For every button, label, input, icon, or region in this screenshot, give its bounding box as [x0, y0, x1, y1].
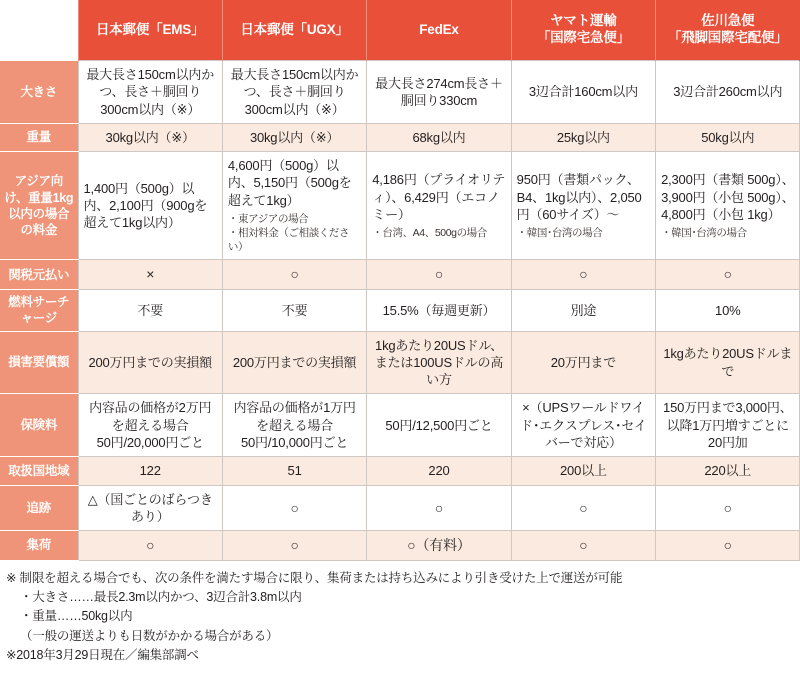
cell-value: 別途: [570, 302, 597, 318]
table-cell: [367, 331, 511, 394]
column-header-sagawa-line1: 佐川急便: [701, 13, 755, 29]
table-cell: [367, 290, 511, 332]
table-cell: [656, 331, 800, 394]
cell-value: △（国ごとのばらつきあり）: [87, 491, 213, 524]
table-cell: [511, 123, 655, 151]
cell-value: 25kg以内: [556, 129, 610, 145]
cell-subnote: ・韓国･台湾の場合: [661, 227, 747, 240]
table-row: [0, 260, 800, 290]
table-cell: [78, 457, 222, 485]
table-cell: [367, 457, 511, 485]
table-row: [0, 331, 800, 394]
cell-value: 15.5%（毎週更新）: [382, 302, 496, 318]
column-header-sagawa-line2: 「飛脚国際宅配便」: [667, 30, 788, 45]
table-cell: [656, 531, 800, 561]
table-cell: [656, 457, 800, 485]
cell-value: 950円（書類パック、B4、1kg以内）、2,050円（60サイズ）〜: [516, 172, 642, 222]
cell-value: 最大長さ274cm長さ＋胴回り330cm: [375, 75, 503, 108]
cell-value: ○: [290, 499, 299, 516]
cell-value: 68kg以内: [412, 129, 466, 145]
table-cell: [222, 485, 366, 531]
table-cell: [78, 123, 222, 151]
cell-value: ○: [290, 266, 299, 283]
table-cell: [367, 394, 511, 457]
table-cell: [367, 152, 511, 260]
table-cell: [656, 152, 800, 260]
cell-value: 3辺合計260cm以内: [673, 84, 783, 100]
column-header-ems: [78, 0, 222, 61]
table-cell: [222, 531, 366, 561]
table-cell: [78, 152, 222, 260]
cell-value: 30kg以内（※）: [105, 129, 195, 145]
cell-value: ○: [723, 499, 732, 516]
column-header-ugx-line1: 日本郵便「UGX」: [240, 21, 349, 37]
table-cell: [78, 260, 222, 290]
cell-value: ○: [434, 266, 444, 283]
column-header-yamato-line1: ヤマト運輸: [550, 13, 617, 29]
table-row: [0, 152, 800, 260]
table-cell: [367, 260, 511, 290]
row-header: 燃料サーチャージ: [0, 290, 78, 332]
cell-subnote: ・東アジアの場合 ・相対料金（ご相談ください）: [227, 212, 350, 254]
table-cell: [222, 290, 366, 332]
column-header-ugx: [222, 0, 366, 61]
cell-value: ×（UPSワールドワイド･エクスプレス･セイバーで対応）: [520, 400, 647, 450]
cell-value: 内容品の価格が2万円を超える場合 50円/20,000円ごと: [89, 400, 212, 450]
cell-subnote: ・韓国･台湾の場合: [516, 227, 603, 240]
cell-value: 10%: [715, 302, 741, 318]
table-cell: [222, 331, 366, 394]
footnotes: [0, 561, 800, 666]
header-row: [0, 0, 800, 61]
cell-value: 最大長さ150cm以内かつ、長さ＋胴回り300cm以内（※）: [230, 67, 359, 117]
cell-value: 50円/12,500円ごと: [385, 417, 493, 433]
table-cell: [511, 457, 655, 485]
table-header: [0, 0, 800, 61]
cell-value: 最大長さ150cm以内かつ、長さ＋胴回り300cm以内（※）: [86, 67, 214, 117]
row-header: 取扱国地域: [0, 457, 78, 485]
table-cell: [222, 61, 366, 124]
row-header: 重量: [0, 123, 78, 151]
table-cell: [656, 394, 800, 457]
cell-value: ○: [579, 266, 588, 283]
cell-value: 200万円までの実損額: [232, 354, 357, 370]
table-row: [0, 290, 800, 332]
cell-value: 3辺合計160cm以内: [528, 84, 638, 100]
table-cell: [222, 394, 366, 457]
table-row: [0, 485, 800, 531]
cell-subnote: ・台湾、A4、500gの場合: [372, 227, 487, 240]
cell-value: 4,600円（500g）以内、5,150円（500gを超えて1kg）: [227, 158, 352, 208]
cell-value: 2,300円（書類 500g）、3,900円（小包 500g）、4,800円（小包 1kg）: [661, 172, 795, 222]
column-header-yamato: [511, 0, 655, 61]
cell-value: ○: [579, 499, 588, 516]
table-cell: [511, 331, 655, 394]
row-header: 関税元払い: [0, 260, 78, 290]
table-corner-cell: [0, 0, 78, 61]
cell-value: ×: [146, 266, 155, 283]
table-cell: [222, 123, 366, 151]
column-header-fedex-line1: FedEx: [419, 21, 459, 37]
table-cell: [511, 394, 655, 457]
column-header-yamato-line2: 「国際宅急便」: [536, 30, 630, 45]
column-header-fedex: [367, 0, 511, 61]
table-cell: [511, 485, 655, 531]
table-row: [0, 531, 800, 561]
cell-value: ○: [579, 537, 588, 554]
cell-value: 50kg以内: [701, 129, 755, 145]
cell-value: 不要: [137, 302, 163, 318]
table-cell: [222, 457, 366, 485]
footnote-line: ・大きさ……最長2.3m以内かつ、3辺合計3.8m以内: [20, 590, 302, 605]
table-cell: [367, 123, 511, 151]
row-header: 集荷: [0, 531, 78, 561]
cell-value: 1,400円（500g）以内、2,100円（900gを超えて1kg以内）: [83, 180, 208, 231]
cell-value: ○: [723, 537, 732, 554]
cell-value: 200万円までの実損額: [88, 354, 212, 370]
row-header: 大きさ: [0, 61, 78, 124]
cell-value: 150万円まで3,000円、以降1万円増すごとに20円加: [663, 400, 793, 450]
table-cell: [656, 123, 800, 151]
table-cell: [78, 531, 222, 561]
footnote-line: ※2018年3月29日現在／編集部調べ: [6, 648, 199, 663]
cell-value: ○: [290, 537, 299, 554]
row-header: 保険料: [0, 394, 78, 457]
table-cell: [78, 394, 222, 457]
cell-value: 220: [428, 463, 450, 479]
footnote-line: ・重量……50kg以内: [20, 609, 133, 624]
cell-value: 200以上: [560, 463, 607, 479]
row-header: 損害要償額: [0, 331, 78, 394]
table-cell: [511, 152, 655, 260]
row-header: アジア向け、重量1kg以内の場合の料金: [0, 152, 78, 260]
row-header: 追跡: [0, 485, 78, 531]
footnote-line: （一般の運送よりも日数がかかる場合がある）: [20, 628, 279, 643]
table-cell: [367, 61, 511, 124]
table-cell: [511, 531, 655, 561]
table-cell: [656, 61, 800, 124]
cell-value: 不要: [281, 302, 308, 318]
table-row: [0, 394, 800, 457]
table-cell: [78, 61, 222, 124]
table-cell: [656, 485, 800, 531]
cell-value: ○: [146, 537, 155, 554]
table-body: [0, 61, 800, 561]
table-cell: [367, 485, 511, 531]
table-cell: [511, 61, 655, 124]
column-header-sagawa: [656, 0, 800, 61]
table-cell: [78, 485, 222, 531]
cell-value: 4,186円（プライオリティ）、6,429円（エコノミー）: [372, 172, 506, 222]
cell-value: ○: [723, 266, 732, 283]
footnote-line: ※ 制限を超える場合でも、次の条件を満たす場合に限り、集荷または持ち込みにより引き受けた上で運送が可能: [6, 570, 623, 585]
table-cell: [78, 331, 222, 394]
cell-value: 51: [287, 463, 302, 479]
cell-value: 20万円まで: [550, 354, 616, 370]
table-cell: [222, 260, 366, 290]
table-row: [0, 457, 800, 485]
cell-value: 30kg以内（※）: [249, 129, 340, 145]
table-cell: [78, 290, 222, 332]
cell-value: 1kgあたり20USドルまで: [663, 346, 793, 379]
cell-value: 220以上: [704, 463, 752, 479]
cell-value: 内容品の価格が1万円を超える場合 50円/10,000円ごと: [233, 400, 356, 450]
cell-value: ○: [434, 499, 444, 516]
table-row: [0, 61, 800, 124]
column-header-ems-line1: 日本郵便「EMS」: [95, 21, 205, 37]
table-cell: [511, 260, 655, 290]
cell-value: 1kgあたり20USドル、または100USドルの高い方: [374, 337, 504, 388]
table-cell: [222, 152, 366, 260]
cell-value: ○（有料）: [407, 537, 471, 554]
table-cell: [656, 290, 800, 332]
table-cell: [367, 531, 511, 561]
table-cell: [511, 290, 655, 332]
table-row: [0, 123, 800, 151]
cell-value: 122: [139, 463, 161, 479]
table-cell: [656, 260, 800, 290]
